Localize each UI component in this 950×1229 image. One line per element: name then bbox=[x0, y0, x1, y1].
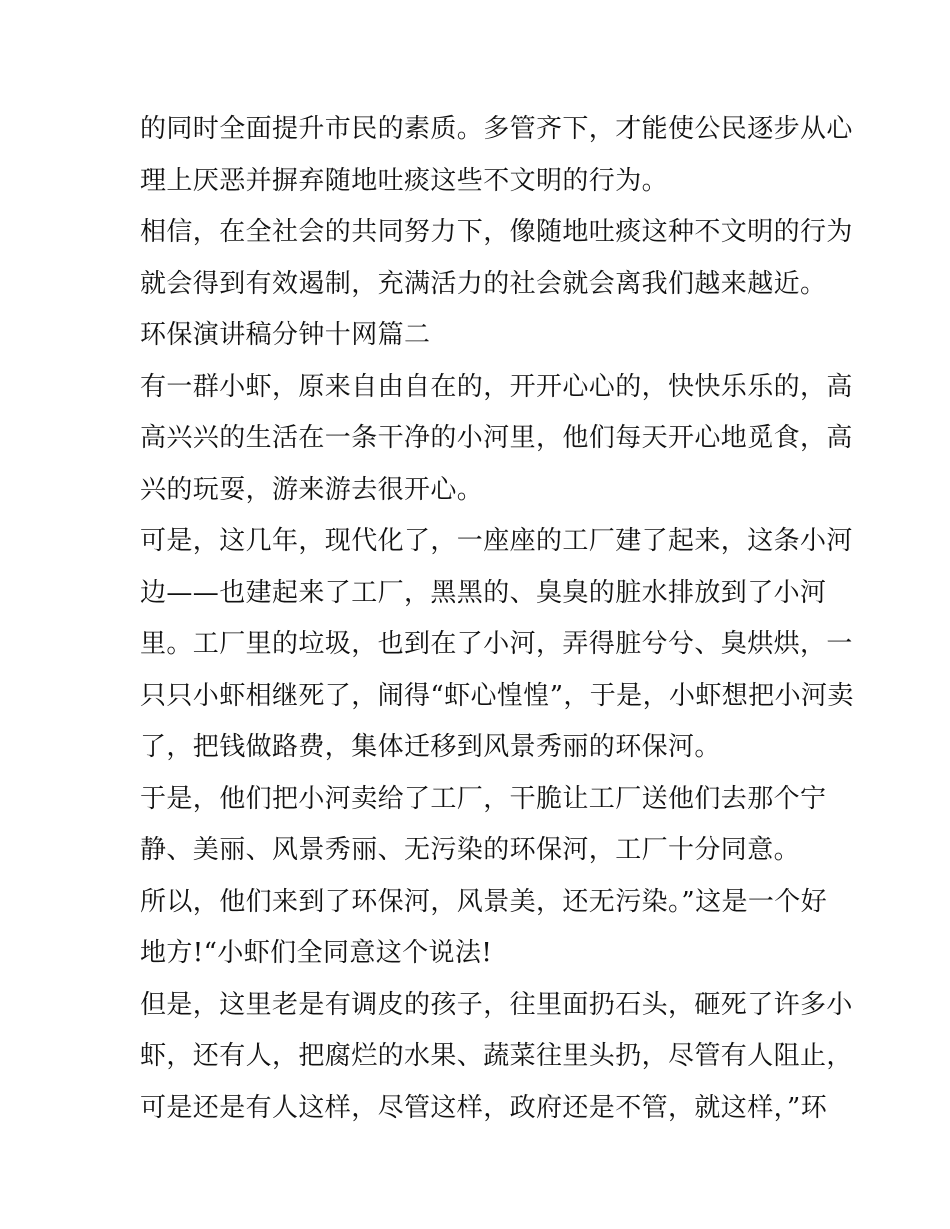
text-line: 相信，在全社会的共同努力下，像随地吐痰这种不文明的行为 bbox=[140, 217, 853, 247]
text-line: 高兴兴的生活在一条干净的小河里，他们每天开心地觅食，高 bbox=[140, 423, 853, 453]
text-line: 边——也建起来了工厂，黑黑的、臭臭的脏水排放到了小河 bbox=[140, 577, 827, 608]
text-line: 了，把钱做路费，集体迁移到风景秀丽的环保河。 bbox=[140, 732, 721, 762]
text-line: 虾，还有人，把腐烂的水果、蔬菜往里头扔，尽管有人阻止， bbox=[140, 1041, 853, 1071]
text-line: 理上厌恶并摒弃随地吐痰这些不文明的行为。 bbox=[140, 165, 669, 196]
text-line: 可是，这几年，现代化了，一座座的工厂建了起来，这条小河 bbox=[140, 526, 853, 556]
text-line: 只只小虾相继死了，闹得“虾心惶惶”，于是，小虾想把小河卖 bbox=[140, 680, 854, 711]
text-line: 静、美丽、风景秀丽、无污染的环保河，工厂十分同意。 bbox=[140, 835, 801, 865]
text-line: 有一群小虾，原来自由自在的，开开心心的，快快乐乐的，高 bbox=[140, 371, 853, 402]
text-line: 但是，这里老是有调皮的孩子，往里面扔石头，砸死了许多小 bbox=[140, 989, 853, 1020]
text-line: 里。工厂里的垃圾，也到在了小河，弄得脏兮兮、臭烘烘，一 bbox=[140, 629, 853, 659]
text-line: 的同时全面提升市民的素质。多管齐下，才能使公民逐步从心 bbox=[140, 114, 853, 144]
document-body bbox=[140, 104, 854, 1134]
text-line: 可是还是有人这样，尽管这样，政府还是不管，就这样，”环 bbox=[140, 1092, 828, 1123]
text-line: 地方!“小虾们全同意这个说法! bbox=[140, 938, 493, 968]
text-line: 于是，他们把小河卖给了工厂，干脆让工厂送他们去那个宁 bbox=[140, 783, 827, 814]
text-line: 兴的玩耍，游来游去很开心。 bbox=[140, 474, 484, 505]
section-heading: 环保演讲稿分钟十网篇二 bbox=[140, 320, 431, 350]
text-line: 就会得到有效遏制，充满活力的社会就会离我们越来越近。 bbox=[140, 268, 827, 299]
text-line: 所以，他们来到了环保河，风景美，还无污染。”这是一个好 bbox=[140, 886, 828, 917]
